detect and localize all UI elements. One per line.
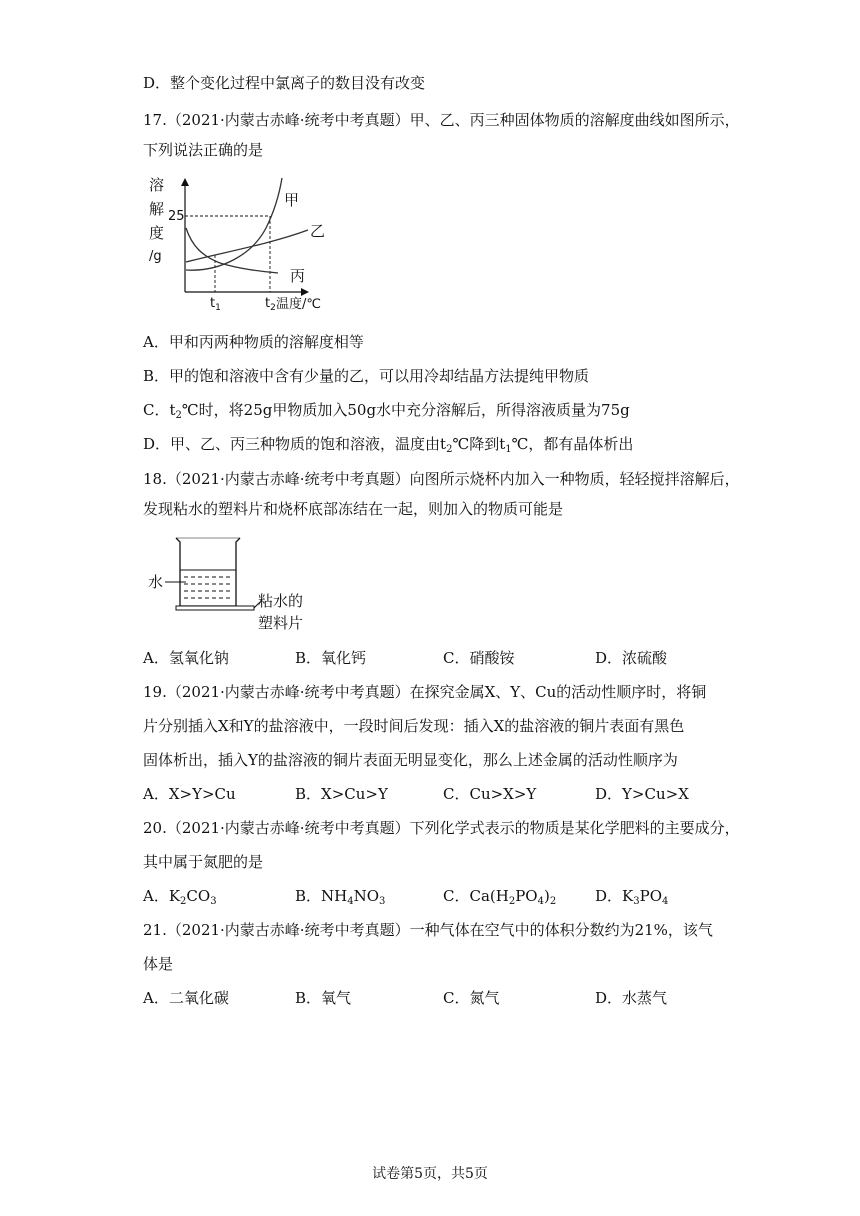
q19-stem-line-3: 固体析出，插入Y的盐溶液的铜片表面无明显变化，那么上述金属的活动性顺序为 <box>143 751 678 769</box>
y-axis-arrow <box>181 178 189 186</box>
curve-jia <box>186 178 282 270</box>
q17-option-c: C．$t_2℃$时，将25g甲物质加入50g水中充分溶解后，所得溶液质量为75g <box>143 401 630 421</box>
x-tick-t1: $t_1$ <box>210 296 221 313</box>
q21-stem-line-1: 21.（2021·内蒙古赤峰·统考中考真题）一种气体在空气中的体积分数约为21%，该气 <box>143 921 713 939</box>
page-footer: 试卷第5页，共5页 <box>372 1166 488 1182</box>
label-bing: 丙 <box>290 267 306 285</box>
q19-option-c: C．Cu>X>Y <box>443 785 537 803</box>
plastic-label-1: 粘水的 <box>258 592 304 610</box>
q19-option-b: B．X>Cu>Y <box>295 785 388 803</box>
y-axis-label-4: /g <box>149 249 162 264</box>
q19-option-a: A．X>Y>Cu <box>143 785 236 803</box>
q18-option-a: A．氢氧化钠 <box>143 649 229 667</box>
y-axis-label-1: 溶 <box>149 176 165 194</box>
q21-option-a: A．二氧化碳 <box>143 989 229 1007</box>
water-label: 水 <box>148 573 164 591</box>
q18-stem-line-2: 发现粘水的塑料片和烧杯底部冻结在一起，则加入的物质可能是 <box>143 500 564 518</box>
plastic-label-2: 塑料片 <box>258 614 304 632</box>
q18-option-d: D．浓硫酸 <box>595 649 668 667</box>
q20-option-d: D．$K_3PO_4$ <box>595 887 669 907</box>
q19-stem-line-1: 19.（2021·内蒙古赤峰·统考中考真题）在探究金属X、Y、Cu的活动性顺序时，将铜 <box>143 683 707 701</box>
q18-option-c: C．硝酸铵 <box>443 649 515 667</box>
q19-option-d: D．Y>Cu>X <box>595 785 689 803</box>
q19-stem-line-2: 片分别插入X和Y的盐溶液中，一段时间后发现：插入X的盐溶液的铜片表面有黑色 <box>143 717 685 735</box>
q20-option-b: B．$NH_4NO_3$ <box>295 887 386 907</box>
label-yi: 乙 <box>310 222 326 240</box>
q16-option-d: D．整个变化过程中氯离子的数目没有改变 <box>143 74 426 92</box>
y-axis-label-2: 解 <box>149 200 165 218</box>
q21-option-d: D．水蒸气 <box>595 989 668 1007</box>
label-jia: 甲 <box>284 191 300 209</box>
x-axis-arrow <box>301 288 309 296</box>
plastic-sheet <box>176 606 254 610</box>
q18-option-b: B．氧化钙 <box>295 649 367 667</box>
beaker-outline <box>176 538 240 606</box>
solubility-curve-figure <box>140 170 340 320</box>
y-tick-25: 25 <box>168 209 185 224</box>
y-axis-label-3: 度 <box>149 224 165 242</box>
q20-stem-line-2: 其中属于氮肥的是 <box>143 853 264 871</box>
q20-stem-line-1: 20.（2021·内蒙古赤峰·统考中考真题）下列化学式表示的物质是某化学肥料的主要成分， <box>143 819 740 837</box>
q21-option-b: B．氧气 <box>295 989 352 1007</box>
q17-option-d: D．甲、乙、丙三种物质的饱和溶液，温度由$t_2℃$降到$t_1℃$，都有晶体析出 <box>143 435 634 455</box>
q20-option-c: C．$Ca(H_2PO_4)_2$ <box>443 887 557 907</box>
q17-option-b: B．甲的饱和溶液中含有少量的乙，可以用冷却结晶方法提纯甲物质 <box>143 367 590 385</box>
curve-yi <box>186 230 308 262</box>
q21-option-c: C．氮气 <box>443 989 500 1007</box>
x-tick-t2: $t_2$ <box>265 296 276 313</box>
q20-option-a: A．$K_2CO_3$ <box>143 887 217 907</box>
beaker-figure <box>140 530 320 640</box>
q17-stem-line-1: 17.（2021·内蒙古赤峰·统考中考真题）甲、乙、丙三种固体物质的溶解度曲线如图所示， <box>143 111 740 129</box>
q17-option-a: A．甲和丙两种物质的溶解度相等 <box>143 333 364 351</box>
q17-stem-line-2: 下列说法正确的是 <box>143 141 264 159</box>
q21-stem-line-2: 体是 <box>143 955 174 973</box>
q18-stem-line-1: 18.（2021·内蒙古赤峰·统考中考真题）向图所示烧杯内加入一种物质，轻轻搅拌溶解后， <box>143 470 740 488</box>
x-axis-label: 温度/℃ <box>276 297 321 312</box>
